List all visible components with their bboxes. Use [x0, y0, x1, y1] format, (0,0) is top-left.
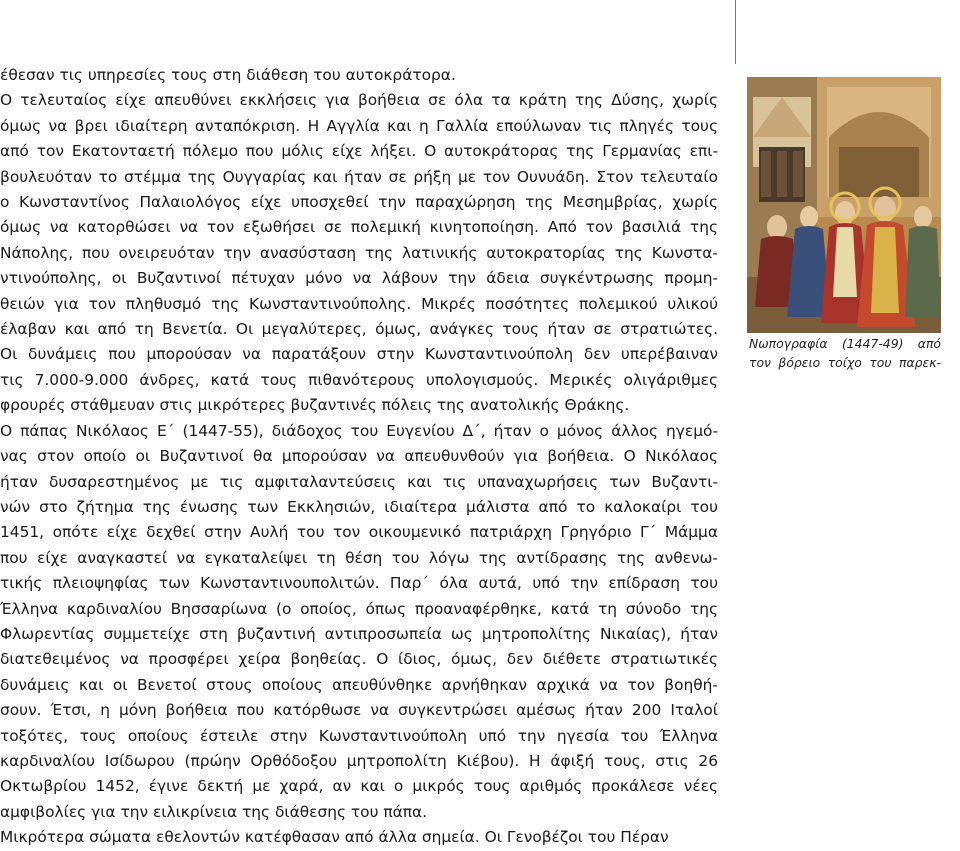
- caption-line-2: τον βόρειο τοίχο του παρεκ-: [749, 354, 941, 370]
- text-line: έθεσαν τις υπηρεσίες τους στη διάθεση του αυτοκράτορα.: [0, 66, 456, 84]
- text-line: διατεθειμένος να προσφέρει χείρα βοηθείας. Ο ίδιος, όμως, δεν διέθετε στρατιωτικές: [0, 650, 718, 669]
- caption-line-1: Νωπογραφία (1447-49) από: [749, 336, 941, 351]
- text-line: τικής πλειοψηφίας των Κωνσταντινουπολιτών. Παρ΄ όλα αυτά, υπό την επίδραση του: [0, 574, 718, 593]
- text-line: Μικρότερα σώματα εθελοντών κατέφθασαν από άλλα σημεία. Οι Γενοβέζοι του Πέραν: [0, 828, 669, 847]
- text-line: Οι δυνάμεις που μπορούσαν να παρατάξουν στην Κωνσταντινούπολη δεν υπερέβαιναν: [0, 345, 718, 364]
- text-line: Οκτωβρίου 1452, έγινε δεκτή με χαρά, αν και ο μικρός τους αριθμός προκάλεσε νέες: [0, 777, 718, 796]
- text-line: όμως να βρει ιδιαίτερη ανταπόκριση. Η Αγγλία και η Γαλλία επούλωναν τις πληγές τους: [0, 116, 718, 135]
- text-line: δυνάμεις και οι Βενετοί στους οποίους απευθύνθηκε αρνήθηκαν αρχικά να τον βοηθή-: [0, 675, 718, 694]
- text-line: από τον Εκατονταετή πόλεμο που μόλις είχε λήξει. Ο αυτοκράτορας της Γερμανίας επι-: [0, 142, 718, 161]
- text-line: 1451, οπότε είχε δεχθεί στην Αυλή του τον οικουμενικό πατριάρχη Γρηγόριο Γ΄ Μάμμα: [0, 523, 718, 542]
- text-line: Έλληνα καρδιναλίου Βησσαρίωνα (ο οποίος, όπως προαναφέρθηκε, κατά τη σύνοδο της: [0, 599, 718, 618]
- main-text-column: [0, 63, 718, 851]
- text-line: έλαβαν και από τη Βενετία. Οι μεγαλύτερες, όμως, ανάγκες τους ήταν σε στρατιώτες.: [0, 320, 718, 339]
- text-line: νας στον οποίο οι Βυζαντινοί θα μπορούσαν να απευθυνθούν για βοήθεια. Ο Νικόλαος: [0, 447, 718, 466]
- text-line: Φλωρεντίας συμμετείχε στη βυζαντινή αντιπροσωπεία ως μητροπολίτης Νικαίας), ήταν: [0, 624, 718, 643]
- text-line: βουλευόταν το στέμμα της Ουγγαρίας και ήταν σε ρήξη με τον Ουνυάδη. Στον τελευταίο: [0, 167, 718, 186]
- text-line: ήταν δυσαρεστημένος με τις αμφιταλαντεύσεις και τις υπαναχωρήσεις των Βυζαντι-: [0, 472, 718, 491]
- text-line: ο Κωνσταντίνος Παλαιολόγος είχε υποσχεθεί την παραχώρηση της Μεσημβρίας, χωρίς: [0, 193, 718, 212]
- figure-caption: [749, 335, 941, 372]
- text-line: τις 7.000-9.000 άνδρες, κατά τους πιθανότερους υπολογισμούς. Μερικές ολιγάριθμες: [0, 370, 718, 389]
- text-line: αμφιβολίες για την ειλικρίνεια της διάθεσης του πάπα.: [0, 802, 428, 821]
- text-line: θειών για τον πληθυσμό της Κωνσταντινούπολης. Μικρές ποσότητες πολεμικού υλικού: [0, 294, 718, 313]
- text-line: σουν. Έτσι, η μόνη βοήθεια που κατόρθωσε να συγκεντρώσει αμέσως ήταν 200 Ιταλοί: [0, 701, 718, 720]
- text-line: τοξότες, τους οποίους έστειλε στην Κωνσταντινούπολη υπό την ηγεσία του Έλληνα: [0, 726, 718, 745]
- column-divider: [735, 0, 736, 64]
- text-line: φρουρές στάθμευαν στις μικρότερες βυζαντινές πόλεις της ανατολικής Θράκης.: [0, 396, 630, 415]
- text-line: νών στο ζήτημα της ένωσης των Εκκλησιών, ιδιαίτερα μάλιστα από το καλοκαίρι του: [0, 497, 718, 516]
- text-line: ντινούπολης, οι Βυζαντινοί πέτυχαν μόνο να λάβουν την άδεια συγκέντρωσης προμη-: [0, 269, 718, 288]
- fresco-image: [747, 77, 941, 333]
- text-line: Ο πάπας Νικόλαος Ε΄ (1447-55), διάδοχος του Ευγενίου Δ΄, ήταν ο μόνος άλλος ηγεμό-: [0, 421, 718, 440]
- text-line: που είχε αναγκαστεί να εγκαταλείψει τη θέση του λόγω της αντίδρασης της ανθενω-: [0, 548, 718, 567]
- text-line: όμως να κατορθώσει να τον εξωθήσει σε πολεμική κινητοποίηση. Από τον βασιλιά της: [0, 218, 718, 237]
- text-line: καρδιναλίου Ισίδωρου (πρώην Ορθόδοξου μητροπολίτη Κιέβου). Η άφιξή τους, στις 26: [0, 751, 718, 770]
- text-line: Ο τελευταίος είχε απευθύνει εκκλήσεις για βοήθεια σε όλα τα κράτη της Δύσης, χωρίς: [0, 91, 718, 110]
- text-line: Νάπολης, που ονειρευόταν την ανασύσταση της λατινικής αυτοκρατορίας της Κωνστα-: [0, 243, 718, 262]
